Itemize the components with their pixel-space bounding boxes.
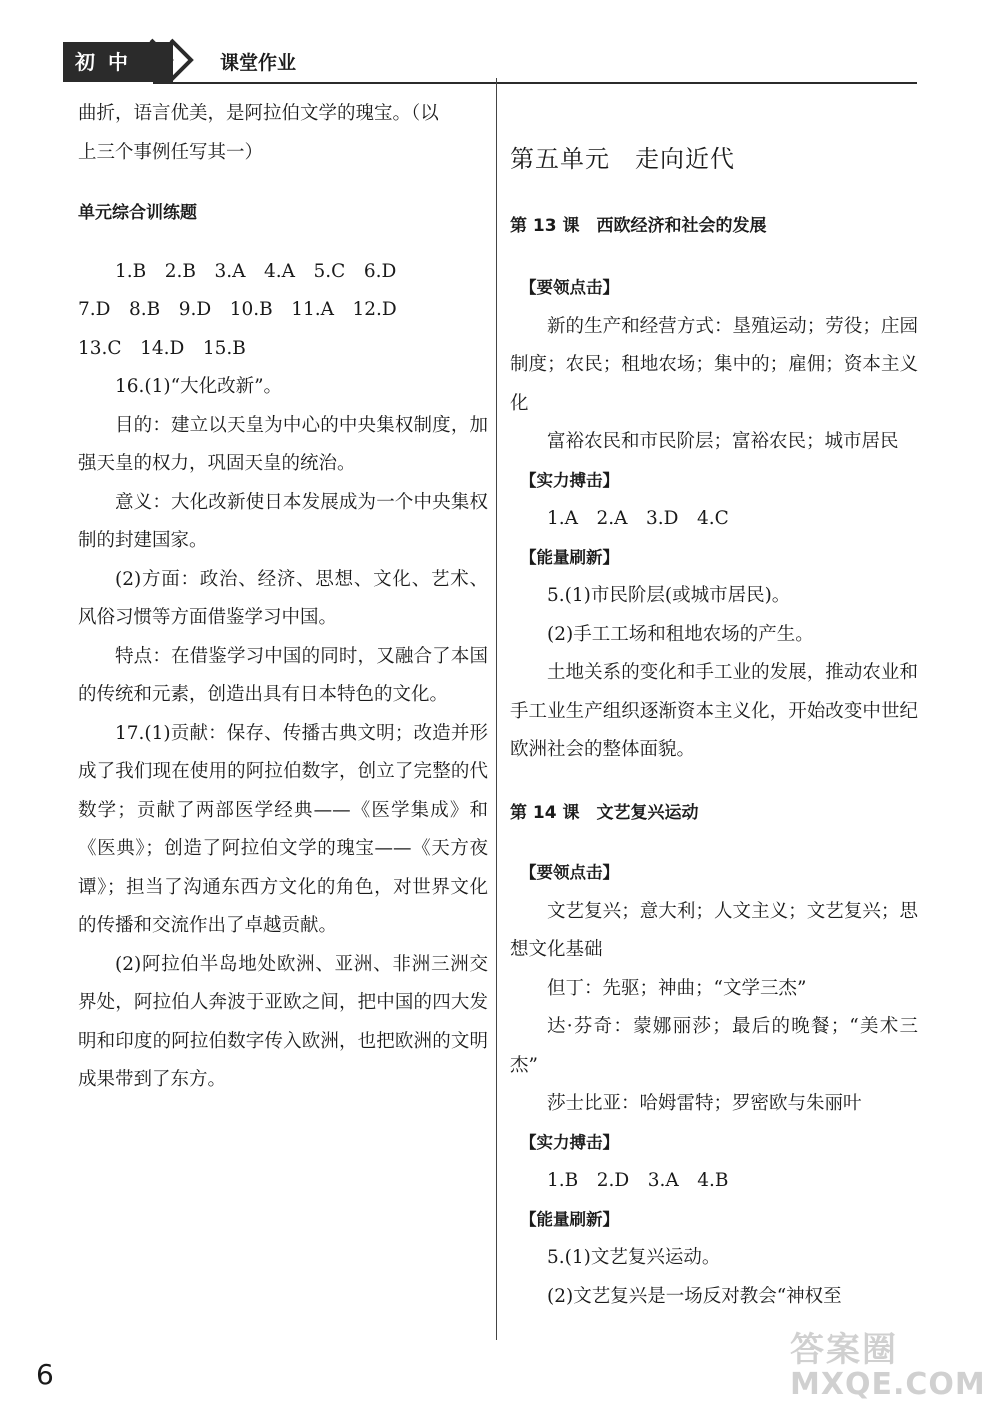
lesson13-title: 第 13 课 西欧经济和社会的发展 xyxy=(510,215,767,236)
answer-row: 7.D 8.B 9.D 10.B 11.A 12.D xyxy=(78,299,397,320)
lesson14-tag-key-points: 【要领点击】 xyxy=(520,863,619,882)
left-column xyxy=(78,95,488,1100)
header-title: 课堂作业 xyxy=(220,52,297,74)
watermark-chars: 答案圈 xyxy=(790,1330,898,1370)
lesson14-p1: 文艺复兴；意大利；人文主义；文艺复兴；思想文化基础 xyxy=(510,900,918,960)
watermark-logo xyxy=(790,1322,990,1412)
section-title: 单元综合训练题 xyxy=(78,203,197,223)
right-column xyxy=(510,140,918,1316)
answer-row: 1.B 2.B 3.A 4.A 5.C 6.D xyxy=(115,260,397,282)
lesson14-p2: 但丁：先驱；神曲；“文学三杰” xyxy=(547,977,807,999)
continued-line: 曲折，语言优美，是阿拉伯文学的瑰宝。（以 xyxy=(78,103,439,124)
q16-purpose: 目的：建立以天皇为中心的中央集权制度，加强天皇的权力，巩固天皇的统治。 xyxy=(78,414,488,474)
q17-part1: 17.(1)贡献：保存、传播古典文明；改造并形成了我们现在使用的阿拉伯数字，创立了完整的代数学；贡献了两部医学经典——《医学集成》和《医典》；创造了阿拉伯文学的瑰宝——《天方夜谭》；担当了沟通东西方文化的角色，对世界文化的传播和交流作出了卓越贡献。 xyxy=(78,722,488,936)
double-chevron-icon xyxy=(147,36,207,84)
q16-part2: (2)方面：政治、经济、思想、文化、艺术、风俗习惯等方面借鉴学习中国。 xyxy=(78,568,488,628)
lesson14-p3: 达·芬奇：蒙娜丽莎；最后的晚餐；“美术三杰” xyxy=(510,1016,918,1076)
lesson13-p1: 新的生产和经营方式：垦殖运动；劳役；庄园制度；农民；租地农场；集中的；雇佣；资本主义化 xyxy=(510,315,918,414)
unit-title: 第五单元 走向近代 xyxy=(510,145,735,173)
lesson14-answers: 1.B 2.D 3.A 4.B xyxy=(547,1170,729,1191)
lesson14-tag-practice: 【实力搏击】 xyxy=(520,1132,619,1152)
lesson14-title: 第 14 课 文艺复兴运动 xyxy=(510,802,699,823)
lesson14-tag-refresh: 【能量刷新】 xyxy=(520,1209,619,1229)
answer-row: 13.C 14.D 15.B xyxy=(78,337,246,359)
lesson14-q5-1: 5.(1)文艺复兴运动。 xyxy=(547,1247,721,1268)
lesson13-answers: 1.A 2.A 3.D 4.C xyxy=(547,508,729,529)
header-rule xyxy=(153,82,917,84)
lesson13-tag-refresh: 【能量刷新】 xyxy=(520,547,619,567)
lesson13-q5-2: (2)手工工场和租地农场的产生。 xyxy=(547,623,814,645)
lesson13-q5-1: 5.(1)市民阶层(或城市居民)。 xyxy=(547,585,791,606)
page-header xyxy=(55,20,917,74)
lesson14-q5-2: (2)文艺复兴是一场反对教会“神权至 xyxy=(547,1285,842,1307)
page-number: 6 xyxy=(36,1358,54,1391)
grade-badge: 初 中 xyxy=(63,42,173,82)
continued-line: 上三个事例任写其一） xyxy=(78,141,264,163)
lesson13-tag-practice: 【实力搏击】 xyxy=(520,470,619,490)
lesson14-p4: 莎士比亚：哈姆雷特；罗密欧与朱丽叶 xyxy=(547,1093,862,1114)
q16-intro: 16.(1)“大化改新”。 xyxy=(115,376,283,397)
lesson13-p2: 富裕农民和市民阶层；富裕农民；城市居民 xyxy=(547,431,899,452)
lesson13-q5-3: 土地关系的变化和手工业的发展，推动农业和手工业生产组织逐渐资本主义化，开始改变中世纪欧洲社会的整体面貌。 xyxy=(510,662,918,760)
q16-significance: 意义：大化改新使日本发展成为一个中央集权制的封建国家。 xyxy=(78,491,488,551)
q16-features: 特点：在借鉴学习中国的同时，又融合了本国的传统和元素，创造出具有日本特色的文化。 xyxy=(78,645,488,705)
lesson13-tag-key-points: 【要领点击】 xyxy=(520,278,619,297)
q17-part2: (2)阿拉伯半岛地处欧洲、亚洲、非洲三洲交界处，阿拉伯人奔波于亚欧之间，把中国的四大发明和印度的阿拉伯数字传入欧洲，也把欧洲的文明成果带到了东方。 xyxy=(78,953,488,1090)
watermark-url: MXQE.COM xyxy=(790,1367,986,1402)
column-divider xyxy=(496,78,497,1340)
